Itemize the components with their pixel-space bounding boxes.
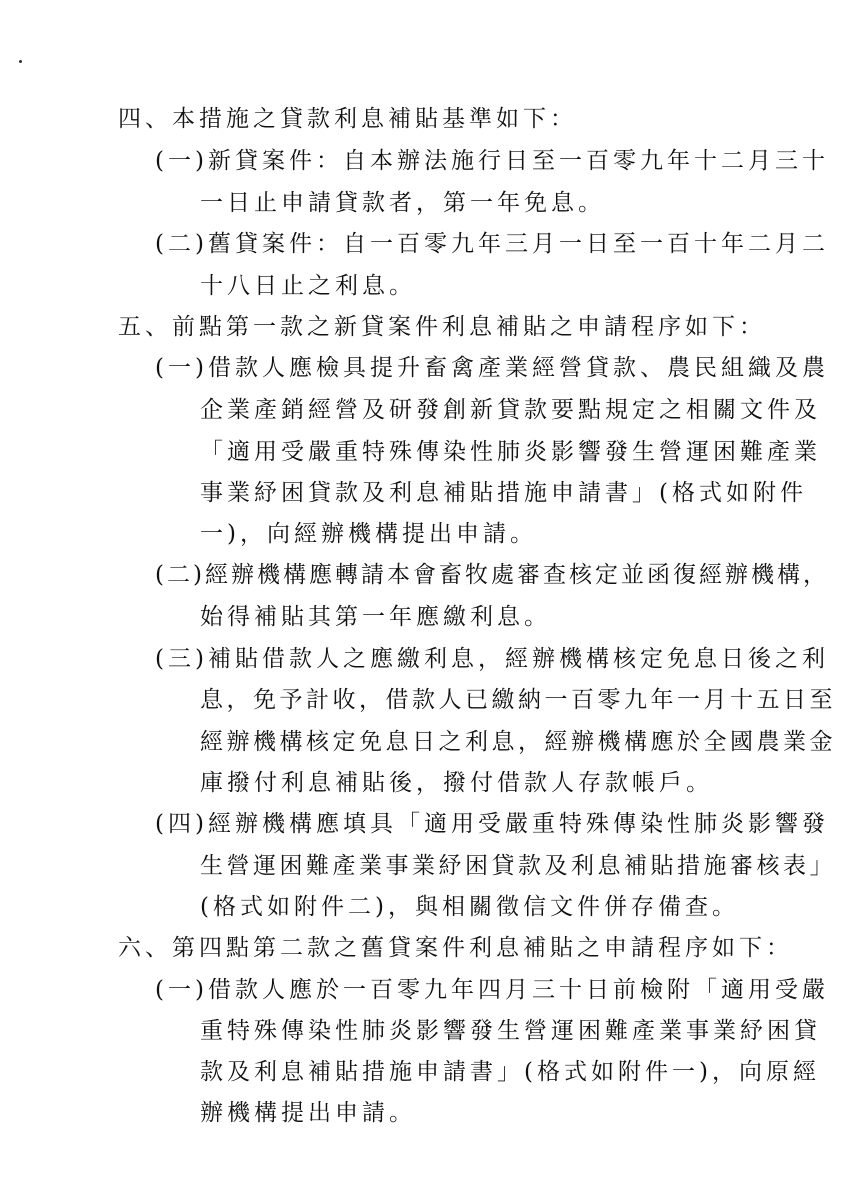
- s5-item3-line4: 庫撥付利息補貼後，撥付借款人存款帳戶。: [200, 770, 713, 796]
- s5-item2-line1: (二)經辦機構應轉請本會畜牧處審查核定並函復經辦機構，: [155, 562, 829, 588]
- s6-item1-line4: 辦機構提出申請。: [200, 1100, 416, 1126]
- s5-item3-line3: 經辦機構核定免息日之利息，經辦機構應於全國農業金: [200, 729, 836, 755]
- s4-item1-line2: 一日止申請貸款者，第一年免息。: [200, 190, 605, 216]
- s4-item2-line1: (二)舊貸案件：自一百零九年三月一日至一百十年二月二: [155, 231, 829, 257]
- s6-item1-line2: 重特殊傳染性肺炎影響發生營運困難產業事業紓困貸: [200, 1018, 821, 1044]
- scan-speck: [19, 60, 22, 63]
- s5-item2-line2: 始得補貼其第一年應繳利息。: [200, 604, 551, 630]
- s5-item3-line1: (三)補貼借款人之應繳利息，經辦機構核定免息日後之利: [155, 646, 829, 672]
- s5-item4-line3: (格式如附件二)，與相關徵信文件併存備查。: [200, 894, 739, 920]
- s5-item1-line5: 一)，向經辦機構提出申請。: [200, 521, 537, 547]
- section-4-heading: 四、本措施之貸款利息補貼基準如下：: [118, 106, 577, 132]
- s4-item1-line1: (一)新貸案件：自本辦法施行日至一百零九年十二月三十: [155, 148, 829, 174]
- s5-item1-line1: (一)借款人應檢具提升畜禽產業經營貸款、農民組織及農: [155, 355, 829, 381]
- section-5-heading: 五、前點第一款之新貸案件利息補貼之申請程序如下：: [118, 314, 766, 340]
- s5-item4-line1: (四)經辦機構應填具「適用受嚴重特殊傳染性肺炎影響發: [155, 811, 829, 837]
- s5-item1-line3: 「適用受嚴重特殊傳染性肺炎影響發生營運困難產業: [200, 439, 821, 465]
- s5-item1-line2: 企業產銷經營及研發創新貸款要點規定之相關文件及: [200, 397, 821, 423]
- s6-item1-line1: (一)借款人應於一百零九年四月三十日前檢附「適用受嚴: [155, 977, 829, 1003]
- section-6-heading: 六、第四點第二款之舊貸案件利息補貼之申請程序如下：: [118, 935, 793, 961]
- s5-item4-line2: 生營運困難產業事業紓困貸款及利息補貼措施審核表」: [200, 853, 836, 879]
- s5-item3-line2: 息，免予計收，借款人已繳納一百零九年一月十五日至: [200, 687, 836, 713]
- s6-item1-line3: 款及利息補貼措施申請書」(格式如附件一)，向原經: [200, 1059, 820, 1085]
- s4-item2-line2: 十八日止之利息。: [200, 273, 416, 299]
- s5-item1-line4: 事業紓困貸款及利息補貼措施申請書」(格式如附件: [200, 480, 807, 506]
